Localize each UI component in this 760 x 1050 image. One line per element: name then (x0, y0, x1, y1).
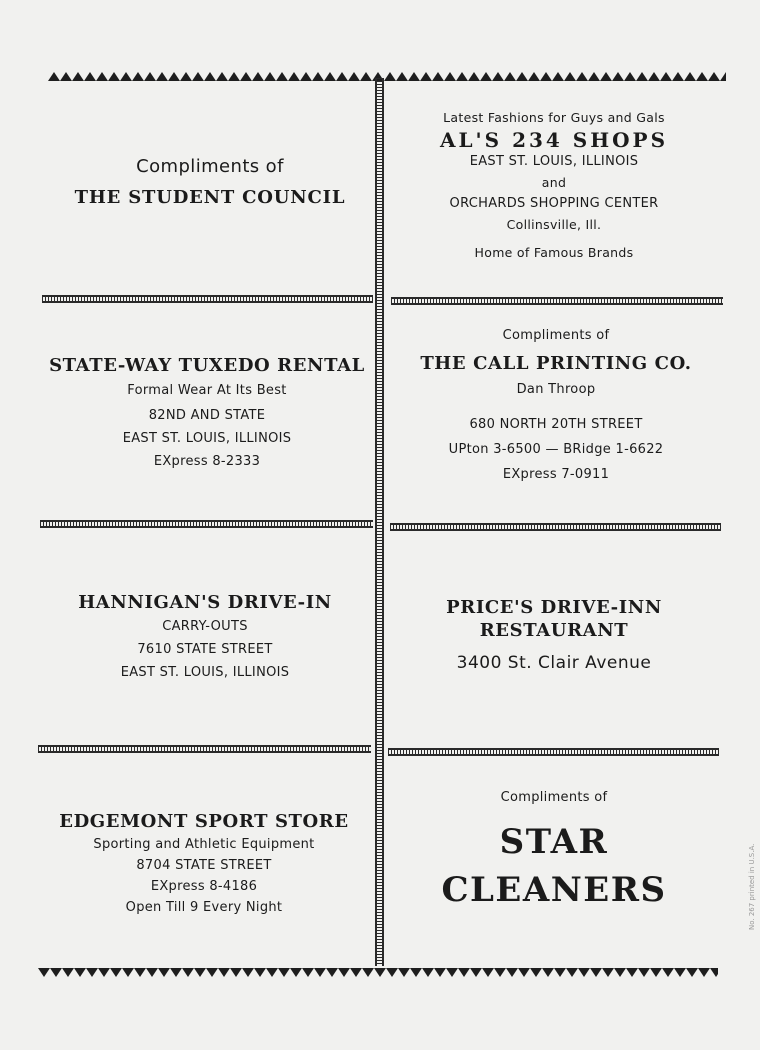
call-intro: Compliments of (502, 328, 610, 343)
bottom-triangle-border (38, 968, 718, 977)
top-triangle-svg (48, 72, 726, 81)
ad-hannigans (36, 592, 374, 680)
call-phone2: EXpress 7-0911 (502, 467, 610, 482)
divider-right-3 (388, 748, 719, 756)
edgemont-address: 8704 STATE STREET (136, 858, 272, 873)
call-phones: UPton 3-6500 — BRidge 1-6622 (448, 442, 664, 457)
ad-als-shops (388, 110, 720, 260)
printer-note: No. 267 printed in U.S.A. (748, 843, 756, 930)
call-name: THE CALL PRINTING CO. (420, 353, 692, 374)
als-slogan: Home of Famous Brands (474, 245, 634, 260)
student-council-name: THE STUDENT COUNCIL (74, 187, 346, 208)
edgemont-phone: EXpress 8-4186 (150, 879, 258, 894)
als-tagline: Latest Fashions for Guys and Gals (443, 110, 665, 125)
als-town: Collinsville, Ill. (506, 217, 602, 232)
bottom-triangle-svg (38, 968, 718, 977)
hannigans-city: EAST ST. LOUIS, ILLINOIS (120, 665, 290, 680)
prices-name-line1: PRICE'S DRIVE-INN (446, 597, 662, 618)
divider-left-2 (40, 520, 373, 528)
ad-star-cleaners (386, 790, 722, 909)
als-and: and (541, 175, 567, 190)
divider-left-1 (42, 295, 373, 303)
center-vertical-divider (375, 78, 384, 966)
call-contact: Dan Throop (516, 382, 596, 397)
star-name-line2: CLEANERS (441, 870, 667, 910)
als-city: EAST ST. LOUIS, ILLINOIS (469, 154, 639, 169)
hannigans-service: CARRY-OUTS (162, 619, 248, 634)
ad-tuxedo-rental (38, 355, 376, 469)
ad-call-printing (388, 328, 724, 482)
ad-edgemont (34, 811, 374, 915)
student-council-intro: Compliments of (136, 156, 284, 177)
star-name-line1: STAR (499, 822, 609, 862)
tuxedo-city: EAST ST. LOUIS, ILLINOIS (122, 431, 292, 446)
star-intro: Compliments of (500, 790, 608, 805)
edgemont-name: EDGEMONT SPORT STORE (59, 811, 349, 832)
als-center: ORCHARDS SHOPPING CENTER (449, 196, 659, 211)
top-triangle-border (48, 72, 726, 81)
divider-left-3 (38, 745, 371, 753)
call-address: 680 NORTH 20TH STREET (469, 417, 643, 432)
als-name: AL'S 234 SHOPS (439, 128, 669, 152)
tuxedo-phone: EXpress 8-2333 (153, 454, 261, 469)
tuxedo-address: 82ND AND STATE (148, 408, 266, 423)
divider-right-2 (390, 523, 721, 531)
hannigans-address: 7610 STATE STREET (137, 642, 273, 657)
ad-prices-drive-inn (386, 597, 722, 673)
prices-name-line2: RESTAURANT (479, 620, 629, 641)
tuxedo-name: STATE-WAY TUXEDO RENTAL (49, 355, 365, 376)
hannigans-name: HANNIGAN'S DRIVE-IN (78, 592, 332, 613)
edgemont-desc: Sporting and Athletic Equipment (93, 837, 315, 852)
tuxedo-slogan: Formal Wear At Its Best (127, 383, 287, 398)
prices-address: 3400 St. Clair Avenue (456, 653, 652, 673)
edgemont-hours: Open Till 9 Every Night (125, 900, 283, 915)
divider-right-1 (391, 297, 723, 305)
ad-student-council (40, 156, 380, 208)
